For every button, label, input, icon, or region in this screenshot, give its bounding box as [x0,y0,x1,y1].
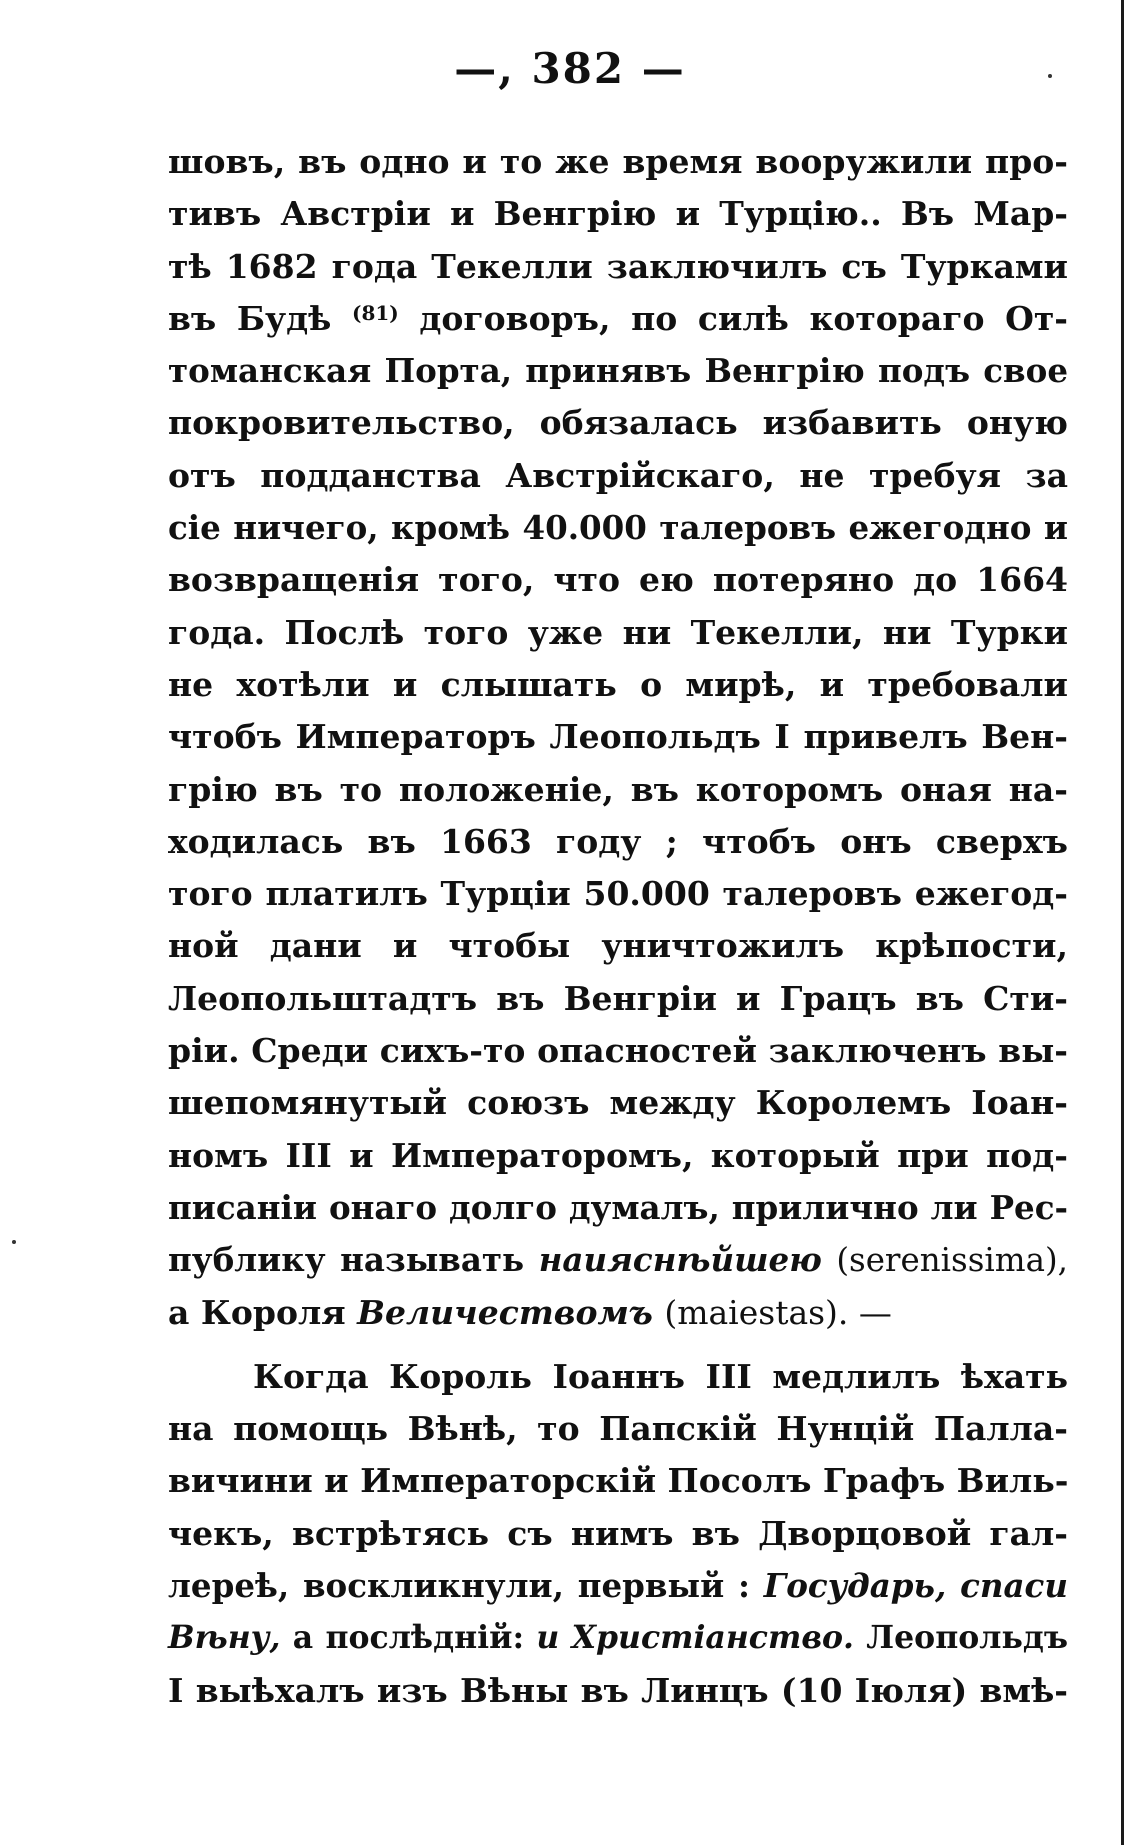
text-line: вичини и Императорскій Посолъ Графъ Виль- [168,1461,1069,1501]
italic-quote: и Христіанство. [536,1619,854,1657]
text-line: писаніи онаго долго думалъ, прилично ли Рес- [168,1187,1068,1227]
text-line: сіе ничего, кромѣ 40.000 талеровъ ежегодно и [168,508,1068,548]
text-line [168,293,1068,345]
text-segment: Леопольдъ [866,1619,1069,1657]
text-segment: а Короля [168,1292,346,1332]
footnote-ref: (81) [352,300,399,325]
text-line: покровительство, обязалась избавить оную [168,403,1068,443]
text-line: чекъ, встрѣтясь съ нимъ въ Дворцовой гал- [168,1513,1068,1553]
text-line [168,1560,1068,1612]
italic-term: Величествомъ [357,1292,653,1332]
text-line: тивъ Австріи и Венгрію и Турцію.. Въ Мар- [168,194,1068,234]
text-line: года. Послѣ того уже ни Текелли, ни Турки [168,612,1068,652]
text-line: I выѣхалъ изъ Вѣны въ Линцъ (10 Іюля) вмѣ- [168,1670,1068,1710]
text-line: ходилась въ 1663 году ; чтобъ онъ сверхъ [168,821,1068,861]
body-text [168,136,1068,1717]
text-line: того платилъ Турціи 50.000 талеровъ ежегод- [168,874,1068,914]
text-line: на помощь Вѣнѣ, то Папскій Нунцій Палла- [168,1409,1068,1449]
text-segment: договоръ, по силѣ котораго От- [419,298,1068,338]
text-segment: въ Будѣ [168,298,332,338]
text-line [168,1234,1068,1286]
text-line: не хотѣли и слышать о мирѣ, и требовали [168,664,1068,704]
text-line [168,1612,1068,1664]
latin-term: (serenissima), [836,1241,1068,1280]
text-line: отъ подданства Австрійскаго, не требуя за [168,455,1068,495]
text-segment: лереѣ, воскликнули, первый : [168,1566,750,1606]
ink-speck [12,1240,16,1244]
text-line: возвращенія того, что ею потеряно до 1664 [168,560,1068,600]
italic-quote: Государь, спаси [763,1566,1068,1606]
text-line: шовъ, въ одно и то же время вооружили про- [168,142,1068,181]
page-number: —, 382 — [454,44,686,93]
italic-term: наияснѣйшею [538,1240,822,1280]
text-line: номъ III и Императоромъ, который при под- [168,1135,1068,1175]
latin-term: (maiestas). — [664,1292,892,1332]
text-segment: а послѣдній: [292,1619,525,1657]
text-line: тѣ 1682 года Текелли заключилъ съ Турками [168,246,1068,286]
text-line: томанская Порта, принявъ Венгрію подъ свое [168,351,1068,391]
text-line: шепомянутый союзъ между Королемъ Іоан- [168,1083,1068,1123]
text-line: чтобъ Императоръ Леопольдъ I привелъ Вен- [168,717,1068,757]
text-line: грію въ то положеніе, въ которомъ оная на- [168,769,1068,809]
text-line: ной дани и чтобы уничтожилъ крѣпости, [168,926,1068,966]
text-line [168,1287,1068,1339]
text-line: ріи. Среди сихъ-то опасностей заключенъ вы- [168,1031,1068,1071]
page-edge [1121,0,1124,1845]
text-line: Леопольштадтъ въ Венгріи и Грацъ въ Сти- [168,978,1068,1018]
text-segment: публику называть [168,1240,525,1280]
italic-quote: Вѣну, [168,1619,281,1657]
text-line: Когда Король Іоаннъ III медлилъ ѣхать [253,1356,1068,1396]
